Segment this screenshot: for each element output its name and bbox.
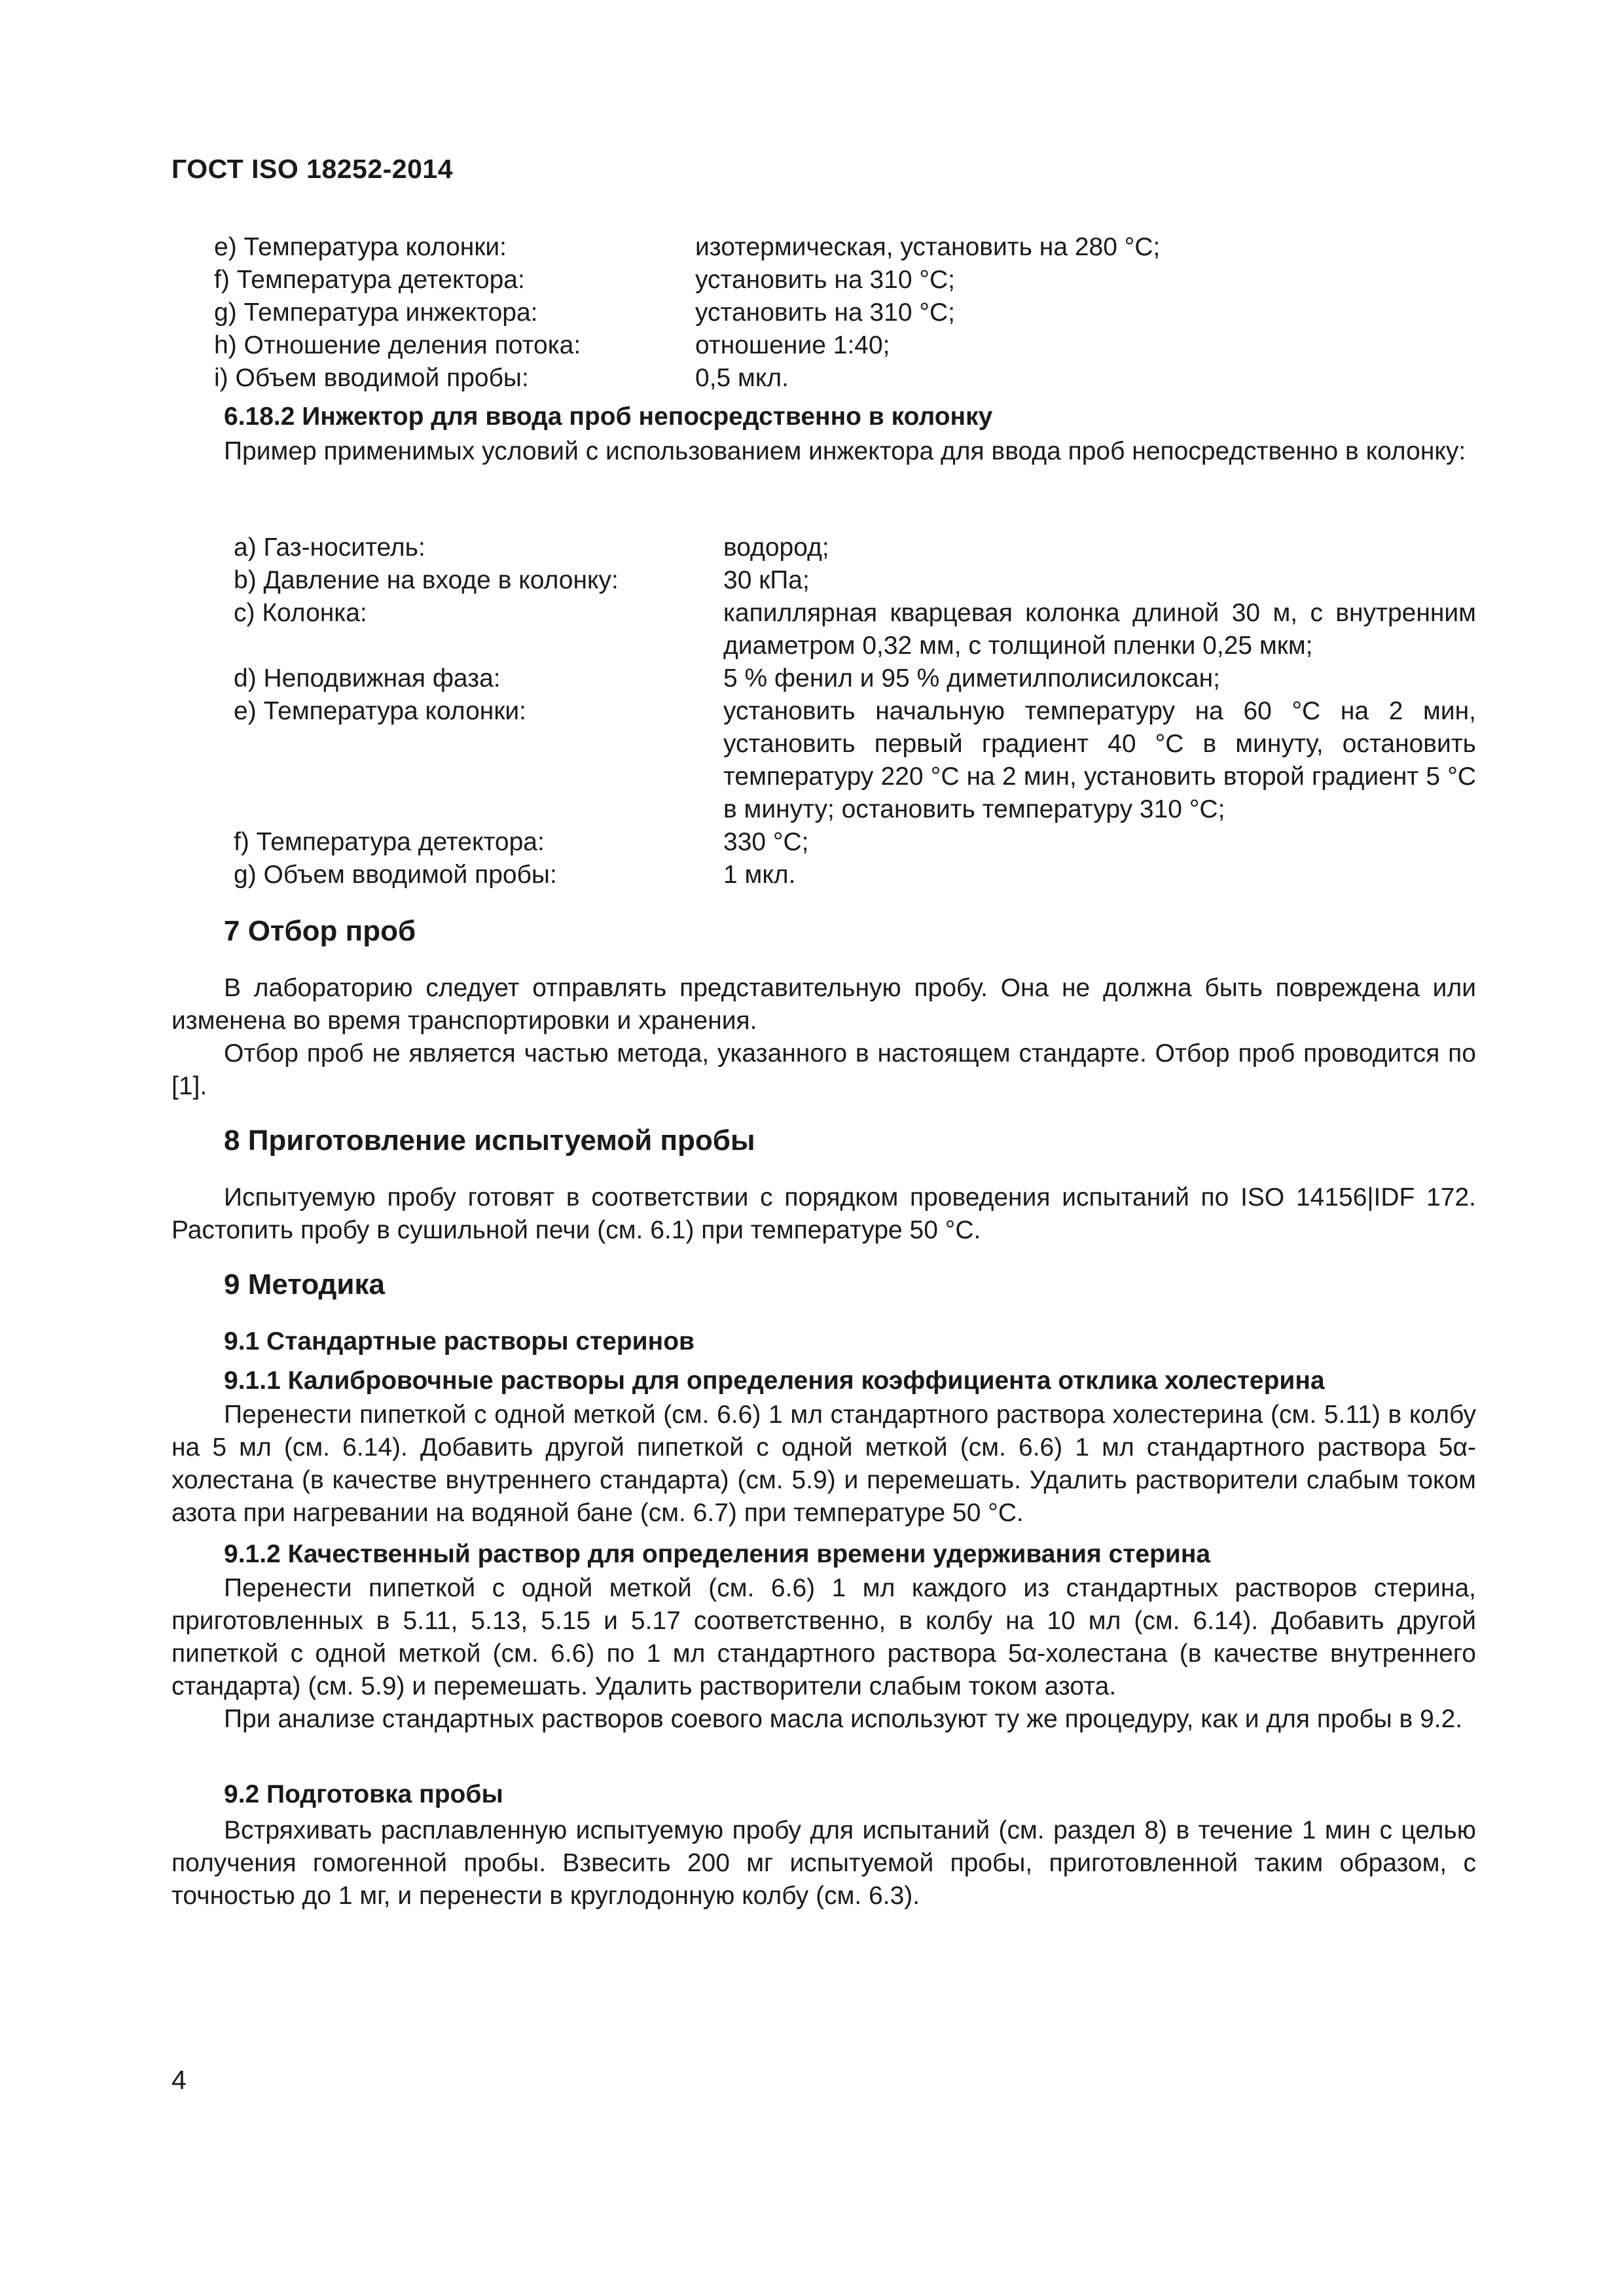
- paragraph-7-2: Отбор проб не является частью метода, указанного в настоящем стандарте. Отбор проб проводится по [1].: [171, 1039, 1476, 1100]
- subsection-heading-9-1-1: 9.1.1 Калибровочные растворы для определения коэффициента отклика холестерина: [224, 1367, 1325, 1395]
- param-label: b) Давление на входе в колонку:: [234, 566, 619, 594]
- paragraph-9-2: Встряхивать расплавленную испытуемую пробу для испытаний (см. раздел 8) в течение 1 мин с целью получения гомогенной пробы. Взвесить 200 мг испытуемой пробы, приготовленной таким образом, с точностью до 1 мг, и перенести в круглодонную колбу (см. 6.3).: [171, 1816, 1476, 1910]
- paragraph-9-1-1: Перенести пипеткой с одной меткой (см. 6.6) 1 мл стандартного раствора холестерина (см. 5.11) в колбу на 5 мл (см. 6.14). Добавить другой пипеткой с одной меткой (см. 6.6) 1 мл стандартного раствора 5α-холестана (в качестве внутреннего стандарта) (см. 5.9) и перемешать. Удалить растворители слабым током азота при нагревании на водяной бане (см. 6.7) при температуре 50 °C.: [171, 1401, 1476, 1527]
- paragraph-6-18-2-intro: Пример применимых условий с использованием инжектора для ввода проб непосредственно в колонку:: [224, 437, 1466, 465]
- subsection-heading-9-1-2: 9.1.2 Качественный раствор для определения времени удерживания стерина: [224, 1540, 1211, 1568]
- paragraph-8-1: Испытуемую пробу готовят в соответствии с порядком проведения испытаний по ISO 14156|IDF 172. Растопить пробу в сушильной печи (см. 6.1) при температуре 50 °C.: [171, 1183, 1476, 1244]
- param-label: a) Газ-носитель:: [234, 533, 425, 562]
- document-code: ГОСТ ISO 18252-2014: [171, 154, 454, 184]
- param-label: e) Температура колонки:: [214, 233, 507, 261]
- param-value: изотермическая, установить на 280 °C;: [695, 233, 1161, 261]
- paragraph-9-1-2b: При анализе стандартных растворов соевого масла используют ту же процедуру, как и для пробы в 9.2.: [224, 1705, 1463, 1733]
- paragraph-7-1: В лабораторию следует отправлять представительную пробу. Она не должна быть повреждена или изменена во время транспортировки и хранения.: [171, 974, 1476, 1035]
- param-value: отношение 1:40;: [695, 331, 890, 359]
- param-value: 5 % фенил и 95 % диметилполисилоксан;: [723, 664, 1220, 692]
- param-label: g) Температура инжектора:: [214, 298, 538, 327]
- param-label: i) Объем вводимой пробы:: [214, 364, 529, 392]
- param-value: 330 °C;: [723, 828, 809, 856]
- param-label: f) Температура детектора:: [214, 266, 525, 294]
- param-label: h) Отношение деления потока:: [214, 331, 581, 359]
- param-value: 0,5 мкл.: [695, 364, 789, 392]
- page-number: 4: [171, 2065, 187, 2095]
- subsection-heading-6-18-2: 6.18.2 Инжектор для ввода проб непосредственно в колонку: [224, 403, 993, 431]
- param-label: g) Объем вводимой пробы:: [234, 861, 557, 889]
- param-label: e) Температура колонки:: [234, 697, 526, 725]
- param-value: установить на 310 °C;: [695, 266, 955, 294]
- param-value: водород;: [723, 533, 829, 562]
- param-value: 1 мкл.: [723, 861, 796, 889]
- param-label: d) Неподвижная фаза:: [234, 664, 501, 692]
- param-value: установить начальную температуру на 60 °C на 2 мин, установить первый градиент 40 °C в минуту, остановить температуру 220 °C на 2 мин, установить второй градиент 5 °C в минуту; остановить температуру 310 °C;: [723, 697, 1476, 823]
- section-heading-8: 8 Приготовление испытуемой пробы: [224, 1124, 755, 1157]
- param-value: установить на 310 °C;: [695, 298, 955, 327]
- section-heading-7: 7 Отбор проб: [224, 915, 416, 947]
- paragraph-9-1-2a: Перенести пипеткой с одной меткой (см. 6.6) 1 мл каждого из стандартных растворов стерина, приготовленных в 5.11, 5.13, 5.15 и 5.17 соответственно, в колбу на 10 мл (см. 6.14). Добавить другой пипеткой с одной меткой (см. 6.6) по 1 мл стандартного раствора 5α-холестана (в качестве внутреннего стандарта) (см. 5.9) и перемешать. Удалить растворители слабым током азота.: [171, 1574, 1476, 1700]
- subsection-heading-9-2: 9.2 Подготовка пробы: [224, 1780, 503, 1808]
- param-value: 30 кПа;: [723, 566, 810, 594]
- subsection-heading-9-1: 9.1 Стандартные растворы стеринов: [224, 1327, 695, 1355]
- section-heading-9: 9 Методика: [224, 1268, 385, 1300]
- param-label: f) Температура детектора:: [234, 828, 545, 856]
- param-value: капиллярная кварцевая колонка длиной 30 м, с внутренним диаметром 0,32 мм, с толщиной пленки 0,25 мкм;: [723, 599, 1476, 660]
- param-label: c) Колонка:: [234, 599, 367, 627]
